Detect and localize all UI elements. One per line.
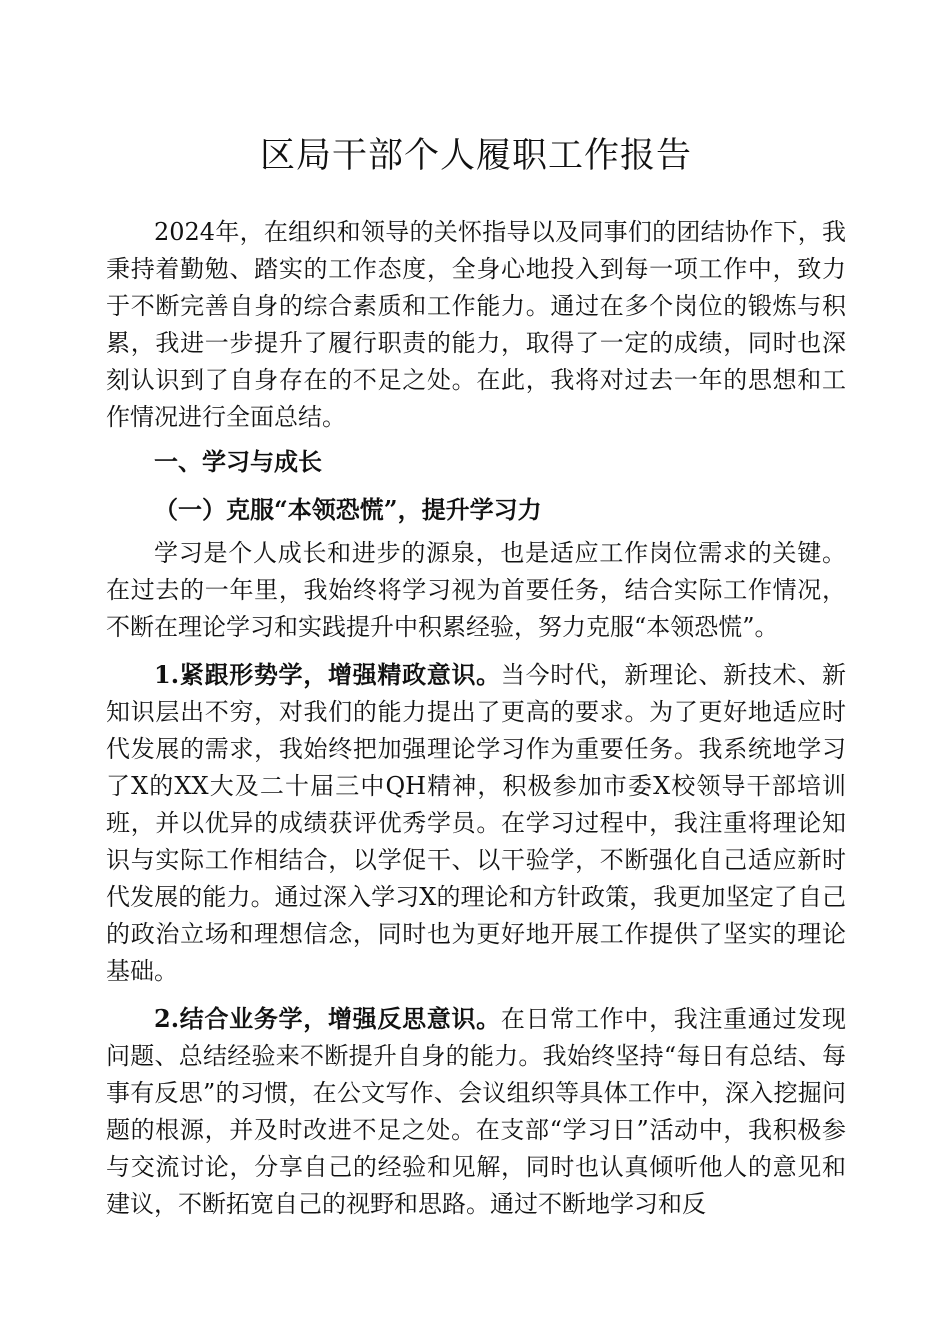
document-page xyxy=(106,134,846,1223)
item-lead-1: 1.紧跟形势学，增强精政意识。 xyxy=(154,660,501,689)
item-text-2: 在日常工作中，我注重通过发现问题、总结经验来不断提升自身的能力。我始终坚持“每日有总结、每事有反思”的习惯，在公文写作、会议组织等具体工作中，深入挖掘问题的根源，并及时改进不足之处。在支部“学习日”活动中，我积极参与交流讨论，分享自己的经验和见解，同时也认真倾听他人的意见和建议，不断拓宽自己的视野和思路。通过不断地学习和反 xyxy=(106,1005,846,1218)
section-heading-1: 一、学习与成长 xyxy=(154,447,322,476)
intro-paragraph: 2024年，在组织和领导的关怀指导以及同事们的团结协作下，我秉持着勤勉、踏实的工作态度，全身心地投入到每一项工作中，致力于不断完善自身的综合素质和工作能力。通过在多个岗位的锻炼与积累，我进一步提升了履行职责的能力，取得了一定的成绩，同时也深刻认识到了自身存在的不足之处。在此，我将对过去一年的思想和工作情况进行全面总结。 xyxy=(106,218,846,431)
item-text-1: 当今时代，新理论、新技术、新知识层出不穷，对我们的能力提出了更高的要求。为了更好地适应时代发展的需求，我始终把加强理论学习作为重要任务。我系统地学习了X的XX大及二十届三中QH精神，积极参加市委X校领导干部培训班，并以优异的成绩获评优秀学员。在学习过程中，我注重将理论知识与实际工作相结合，以学促干、以干验学，不断强化自己适应新时代发展的能力。通过深入学习X的理论和方针政策，我更加坚定了自己的政治立场和理想信念，同时也为更好地开展工作提供了坚实的理论基础。 xyxy=(106,661,846,985)
sub-section-heading-1: （一）克服“本领恐慌”，提升学习力 xyxy=(154,495,542,524)
item-paragraph-2 xyxy=(106,1000,846,1223)
item-paragraph-1 xyxy=(106,656,846,990)
document-title: 区局干部个人履职工作报告 xyxy=(259,136,692,176)
sub-section-paragraph-1: 学习是个人成长和进步的源泉，也是适应工作岗位需求的关键。在过去的一年里，我始终将学习视为首要任务，结合实际工作情况，不断在理论学习和实践提升中积累经验，努力克服“本领恐慌”。 xyxy=(106,539,846,641)
item-lead-2: 2.结合业务学，增强反思意识。 xyxy=(154,1004,501,1033)
